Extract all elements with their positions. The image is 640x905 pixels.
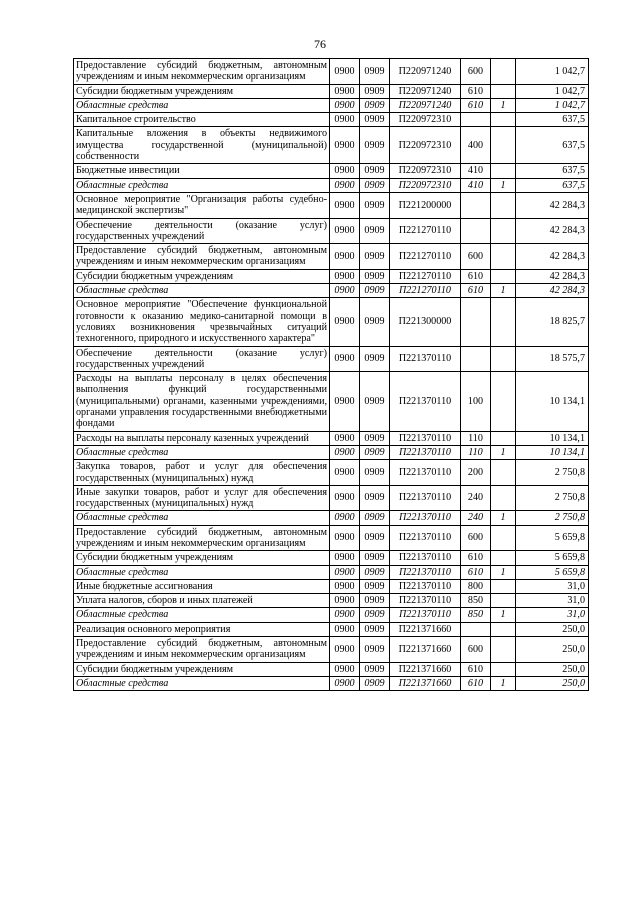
table-row [74, 579, 589, 593]
expense-type-cell: 240 [461, 511, 491, 525]
target-article-cell: П220971240 [390, 98, 461, 112]
amount-cell: 1 042,7 [516, 59, 589, 85]
target-article-cell: П221370110 [390, 431, 461, 445]
table-row [74, 608, 589, 622]
target-article-cell: П220972310 [390, 164, 461, 178]
table-row [74, 511, 589, 525]
source-code-cell: 1 [491, 98, 516, 112]
source-code-cell [491, 244, 516, 270]
table-row [74, 284, 589, 298]
amount-cell: 42 284,3 [516, 269, 589, 283]
expense-type-cell: 410 [461, 164, 491, 178]
amount-cell: 2 750,8 [516, 460, 589, 486]
section-code-cell: 0900 [330, 431, 360, 445]
item-name-cell: Расходы на выплаты персоналу в целях обеспечения выполнения функций государственными (муниципальными) органами, казенными учреждениями, органами управления государственными внебюджетными фондами [74, 372, 330, 431]
target-article-cell: П220972310 [390, 178, 461, 192]
amount-cell: 2 750,8 [516, 511, 589, 525]
expense-type-cell [461, 298, 491, 346]
subsection-code-cell: 0909 [360, 511, 390, 525]
expense-type-cell [461, 218, 491, 244]
section-code-cell: 0900 [330, 59, 360, 85]
table-row [74, 192, 589, 218]
amount-cell: 10 134,1 [516, 431, 589, 445]
subsection-code-cell: 0909 [360, 192, 390, 218]
item-name-cell: Уплата налогов, сборов и иных платежей [74, 594, 330, 608]
subsection-code-cell: 0909 [360, 676, 390, 690]
table-row [74, 113, 589, 127]
table-row [74, 565, 589, 579]
source-code-cell [491, 551, 516, 565]
source-code-cell [491, 298, 516, 346]
source-code-cell: 1 [491, 445, 516, 459]
section-code-cell: 0900 [330, 298, 360, 346]
target-article-cell: П220972310 [390, 127, 461, 164]
expense-type-cell: 240 [461, 485, 491, 511]
subsection-code-cell: 0909 [360, 485, 390, 511]
subsection-code-cell: 0909 [360, 622, 390, 636]
source-code-cell: 1 [491, 565, 516, 579]
amount-cell: 637,5 [516, 127, 589, 164]
source-code-cell: 1 [491, 676, 516, 690]
item-name-cell: Предоставление субсидий бюджетным, автономным учреждениям и иным некоммерческим организациям [74, 59, 330, 85]
item-name-cell: Основное мероприятие "Организация работы судебно-медицинской экспертизы" [74, 192, 330, 218]
section-code-cell: 0900 [330, 460, 360, 486]
target-article-cell: П221370110 [390, 565, 461, 579]
section-code-cell: 0900 [330, 192, 360, 218]
item-name-cell: Областные средства [74, 511, 330, 525]
expense-type-cell [461, 113, 491, 127]
item-name-cell: Субсидии бюджетным учреждениям [74, 269, 330, 283]
amount-cell: 31,0 [516, 608, 589, 622]
target-article-cell: П221200000 [390, 192, 461, 218]
subsection-code-cell: 0909 [360, 84, 390, 98]
amount-cell: 250,0 [516, 637, 589, 663]
item-name-cell: Областные средства [74, 98, 330, 112]
item-name-cell: Иные бюджетные ассигнования [74, 579, 330, 593]
amount-cell: 10 134,1 [516, 372, 589, 431]
section-code-cell: 0900 [330, 84, 360, 98]
subsection-code-cell: 0909 [360, 59, 390, 85]
table-row [74, 84, 589, 98]
subsection-code-cell: 0909 [360, 284, 390, 298]
expense-type-cell: 610 [461, 269, 491, 283]
expense-type-cell: 100 [461, 372, 491, 431]
source-code-cell [491, 579, 516, 593]
expense-type-cell: 610 [461, 551, 491, 565]
section-code-cell: 0900 [330, 608, 360, 622]
target-article-cell: П221370110 [390, 511, 461, 525]
subsection-code-cell: 0909 [360, 178, 390, 192]
source-code-cell [491, 594, 516, 608]
budget-table [73, 58, 589, 691]
item-name-cell: Предоставление субсидий бюджетным, автономным учреждениям и иным некоммерческим организациям [74, 637, 330, 663]
source-code-cell [491, 59, 516, 85]
item-name-cell: Областные средства [74, 445, 330, 459]
subsection-code-cell: 0909 [360, 269, 390, 283]
table-row [74, 178, 589, 192]
table-row [74, 662, 589, 676]
expense-type-cell: 610 [461, 84, 491, 98]
item-name-cell: Областные средства [74, 608, 330, 622]
subsection-code-cell: 0909 [360, 460, 390, 486]
source-code-cell: 1 [491, 608, 516, 622]
subsection-code-cell: 0909 [360, 164, 390, 178]
subsection-code-cell: 0909 [360, 525, 390, 551]
amount-cell: 637,5 [516, 113, 589, 127]
source-code-cell [491, 622, 516, 636]
section-code-cell: 0900 [330, 579, 360, 593]
target-article-cell: П221371660 [390, 662, 461, 676]
table-row [74, 59, 589, 85]
item-name-cell: Расходы на выплаты персоналу казенных учреждений [74, 431, 330, 445]
section-code-cell: 0900 [330, 178, 360, 192]
item-name-cell: Обеспечение деятельности (оказание услуг) государственных учреждений [74, 218, 330, 244]
source-code-cell [491, 218, 516, 244]
table-row [74, 372, 589, 431]
expense-type-cell: 610 [461, 676, 491, 690]
section-code-cell: 0900 [330, 622, 360, 636]
subsection-code-cell: 0909 [360, 608, 390, 622]
target-article-cell: П221371660 [390, 622, 461, 636]
item-name-cell: Областные средства [74, 284, 330, 298]
subsection-code-cell: 0909 [360, 218, 390, 244]
subsection-code-cell: 0909 [360, 431, 390, 445]
item-name-cell: Основное мероприятие "Обеспечение функциональной готовности к оказанию медико-санитарной помощи в условиях возникновения чрезвычайных ситуаций техногенного, природного и искусственного характера" [74, 298, 330, 346]
amount-cell: 1 042,7 [516, 98, 589, 112]
section-code-cell: 0900 [330, 244, 360, 270]
subsection-code-cell: 0909 [360, 579, 390, 593]
section-code-cell: 0900 [330, 98, 360, 112]
amount-cell: 250,0 [516, 622, 589, 636]
target-article-cell: П221370110 [390, 346, 461, 372]
table-row [74, 445, 589, 459]
table-row [74, 551, 589, 565]
expense-type-cell: 610 [461, 565, 491, 579]
source-code-cell [491, 485, 516, 511]
expense-type-cell: 850 [461, 608, 491, 622]
amount-cell: 18 825,7 [516, 298, 589, 346]
table-row [74, 218, 589, 244]
subsection-code-cell: 0909 [360, 551, 390, 565]
source-code-cell [491, 113, 516, 127]
amount-cell: 250,0 [516, 676, 589, 690]
source-code-cell [491, 84, 516, 98]
amount-cell: 5 659,8 [516, 551, 589, 565]
item-name-cell: Субсидии бюджетным учреждениям [74, 662, 330, 676]
item-name-cell: Капитальные вложения в объекты недвижимого имущества государственной (муниципальной) собственности [74, 127, 330, 164]
amount-cell: 31,0 [516, 579, 589, 593]
expense-type-cell: 600 [461, 244, 491, 270]
target-article-cell: П220971240 [390, 84, 461, 98]
section-code-cell: 0900 [330, 218, 360, 244]
source-code-cell [491, 346, 516, 372]
source-code-cell [491, 269, 516, 283]
section-code-cell: 0900 [330, 676, 360, 690]
amount-cell: 2 750,8 [516, 485, 589, 511]
table-row [74, 637, 589, 663]
expense-type-cell: 200 [461, 460, 491, 486]
expense-type-cell [461, 192, 491, 218]
item-name-cell: Иные закупки товаров, работ и услуг для обеспечения государственных (муниципальных) нужд [74, 485, 330, 511]
amount-cell: 5 659,8 [516, 525, 589, 551]
expense-type-cell: 610 [461, 662, 491, 676]
item-name-cell: Областные средства [74, 676, 330, 690]
expense-type-cell: 110 [461, 445, 491, 459]
item-name-cell: Реализация основного мероприятия [74, 622, 330, 636]
section-code-cell: 0900 [330, 346, 360, 372]
expense-type-cell: 110 [461, 431, 491, 445]
section-code-cell: 0900 [330, 164, 360, 178]
expense-type-cell: 610 [461, 98, 491, 112]
subsection-code-cell: 0909 [360, 372, 390, 431]
source-code-cell [491, 192, 516, 218]
table-row [74, 269, 589, 283]
section-code-cell: 0900 [330, 372, 360, 431]
section-code-cell: 0900 [330, 511, 360, 525]
amount-cell: 42 284,3 [516, 284, 589, 298]
expense-type-cell: 600 [461, 637, 491, 663]
item-name-cell: Субсидии бюджетным учреждениям [74, 551, 330, 565]
table-row [74, 676, 589, 690]
target-article-cell: П221371660 [390, 637, 461, 663]
target-article-cell: П221270110 [390, 218, 461, 244]
target-article-cell: П220971240 [390, 59, 461, 85]
source-code-cell: 1 [491, 284, 516, 298]
source-code-cell: 1 [491, 178, 516, 192]
section-code-cell: 0900 [330, 113, 360, 127]
target-article-cell: П221300000 [390, 298, 461, 346]
item-name-cell: Субсидии бюджетным учреждениям [74, 84, 330, 98]
amount-cell: 637,5 [516, 178, 589, 192]
table-row [74, 298, 589, 346]
item-name-cell: Капитальное строительство [74, 113, 330, 127]
source-code-cell [491, 431, 516, 445]
item-name-cell: Областные средства [74, 565, 330, 579]
table-row [74, 460, 589, 486]
expense-type-cell: 600 [461, 59, 491, 85]
target-article-cell: П221370110 [390, 525, 461, 551]
amount-cell: 10 134,1 [516, 445, 589, 459]
table-row [74, 127, 589, 164]
amount-cell: 42 284,3 [516, 192, 589, 218]
source-code-cell [491, 662, 516, 676]
page-number: 76 [314, 37, 326, 51]
section-code-cell: 0900 [330, 127, 360, 164]
source-code-cell [491, 525, 516, 551]
expense-type-cell [461, 346, 491, 372]
section-code-cell: 0900 [330, 485, 360, 511]
target-article-cell: П221370110 [390, 608, 461, 622]
section-code-cell: 0900 [330, 637, 360, 663]
item-name-cell: Предоставление субсидий бюджетным, автономным учреждениям и иным некоммерческим организациям [74, 244, 330, 270]
subsection-code-cell: 0909 [360, 662, 390, 676]
subsection-code-cell: 0909 [360, 98, 390, 112]
section-code-cell: 0900 [330, 284, 360, 298]
item-name-cell: Бюджетные инвестиции [74, 164, 330, 178]
table-row [74, 98, 589, 112]
amount-cell: 637,5 [516, 164, 589, 178]
expense-type-cell: 800 [461, 579, 491, 593]
amount-cell: 42 284,3 [516, 218, 589, 244]
target-article-cell: П221370110 [390, 594, 461, 608]
amount-cell: 1 042,7 [516, 84, 589, 98]
amount-cell: 250,0 [516, 662, 589, 676]
table-row [74, 622, 589, 636]
subsection-code-cell: 0909 [360, 244, 390, 270]
table-row [74, 431, 589, 445]
section-code-cell: 0900 [330, 565, 360, 579]
target-article-cell: П221370110 [390, 551, 461, 565]
target-article-cell: П221270110 [390, 244, 461, 270]
source-code-cell: 1 [491, 511, 516, 525]
target-article-cell: П221270110 [390, 284, 461, 298]
amount-cell: 18 575,7 [516, 346, 589, 372]
section-code-cell: 0900 [330, 269, 360, 283]
subsection-code-cell: 0909 [360, 346, 390, 372]
subsection-code-cell: 0909 [360, 637, 390, 663]
amount-cell: 42 284,3 [516, 244, 589, 270]
section-code-cell: 0900 [330, 525, 360, 551]
source-code-cell [491, 460, 516, 486]
expense-type-cell: 400 [461, 127, 491, 164]
target-article-cell: П221370110 [390, 485, 461, 511]
subsection-code-cell: 0909 [360, 445, 390, 459]
source-code-cell [491, 637, 516, 663]
item-name-cell: Областные средства [74, 178, 330, 192]
table-row [74, 485, 589, 511]
target-article-cell: П221370110 [390, 445, 461, 459]
target-article-cell: П221270110 [390, 269, 461, 283]
expense-type-cell: 600 [461, 525, 491, 551]
subsection-code-cell: 0909 [360, 594, 390, 608]
expense-type-cell: 410 [461, 178, 491, 192]
item-name-cell: Предоставление субсидий бюджетным, автономным учреждениям и иным некоммерческим организациям [74, 525, 330, 551]
subsection-code-cell: 0909 [360, 127, 390, 164]
table-row [74, 346, 589, 372]
source-code-cell [491, 127, 516, 164]
table-row [74, 594, 589, 608]
item-name-cell: Обеспечение деятельности (оказание услуг) государственных учреждений [74, 346, 330, 372]
section-code-cell: 0900 [330, 445, 360, 459]
expense-type-cell: 850 [461, 594, 491, 608]
table-row [74, 164, 589, 178]
expense-type-cell [461, 622, 491, 636]
subsection-code-cell: 0909 [360, 298, 390, 346]
source-code-cell [491, 164, 516, 178]
subsection-code-cell: 0909 [360, 565, 390, 579]
target-article-cell: П221371660 [390, 676, 461, 690]
target-article-cell: П220972310 [390, 113, 461, 127]
target-article-cell: П221370110 [390, 460, 461, 486]
table-row [74, 244, 589, 270]
amount-cell: 31,0 [516, 594, 589, 608]
section-code-cell: 0900 [330, 594, 360, 608]
amount-cell: 5 659,8 [516, 565, 589, 579]
item-name-cell: Закупка товаров, работ и услуг для обеспечения государственных (муниципальных) нужд [74, 460, 330, 486]
section-code-cell: 0900 [330, 662, 360, 676]
table-row [74, 525, 589, 551]
subsection-code-cell: 0909 [360, 113, 390, 127]
source-code-cell [491, 372, 516, 431]
section-code-cell: 0900 [330, 551, 360, 565]
target-article-cell: П221370110 [390, 579, 461, 593]
target-article-cell: П221370110 [390, 372, 461, 431]
expense-type-cell: 610 [461, 284, 491, 298]
